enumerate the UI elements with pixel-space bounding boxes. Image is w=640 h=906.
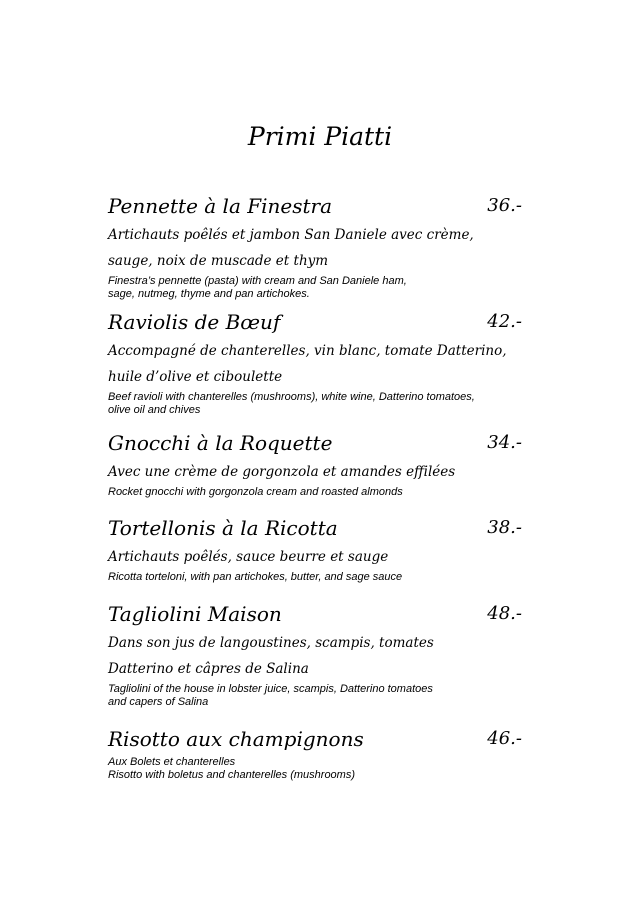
dish-description-fr: Avec une crème de gorgonzola et amandes effilées [108, 464, 456, 480]
dish-header [108, 430, 528, 458]
dish-price: 38.- [487, 517, 522, 538]
dish-name: Gnocchi à la Roquette [108, 431, 333, 455]
dish-name: Risotto aux champignons [108, 727, 364, 751]
menu-item-raviolis [108, 309, 528, 417]
menu-item-tagliolini [108, 601, 528, 709]
dish-name: Raviolis de Bœuf [108, 310, 281, 334]
dish-description-fr: huile d’olive et ciboulette [108, 369, 283, 385]
dish-description-en: Tagliolini of the house in lobster juice, scampis, Datterino tomatoes [108, 683, 433, 695]
page-title: Primi Piatti [247, 122, 393, 151]
menu-item-pennette [108, 193, 528, 301]
dish-description-fr: Accompagné de chanterelles, vin blanc, tomate Datterino, [108, 343, 507, 359]
dish-name: Tagliolini Maison [108, 602, 282, 626]
dish-description-en: Aux Bolets et chanterelles [108, 756, 236, 768]
dish-description-en: Risotto with boletus and chanterelles (mushrooms) [108, 769, 356, 781]
dish-description-fr: Artichauts poêlés, sauce beurre et sauge [108, 549, 389, 565]
dish-price: 48.- [487, 603, 522, 624]
dish-description-en: Rocket gnocchi with gorgonzola cream and roasted almonds [108, 486, 403, 498]
dish-price: 46.- [487, 728, 522, 749]
dish-header [108, 309, 528, 337]
dish-name: Tortellonis à la Ricotta [108, 516, 338, 540]
dish-header [108, 193, 528, 221]
dish-description-en: Finestra’s pennette (pasta) with cream and San Daniele ham, [108, 275, 407, 287]
dish-price: 36.- [487, 195, 522, 216]
dish-description-fr: sauge, noix de muscade et thym [108, 253, 329, 269]
dish-description-fr: Artichauts poêlés et jambon San Daniele avec crème, [108, 227, 474, 243]
dish-header [108, 601, 528, 629]
dish-header [108, 726, 528, 754]
dish-price: 42.- [487, 311, 522, 332]
dish-description-en: olive oil and chives [108, 404, 201, 416]
menu-item-risotto [108, 726, 528, 782]
dish-description-en: Beef ravioli with chanterelles (mushrooms), white wine, Datterino tomatoes, [108, 391, 475, 403]
dish-header [108, 515, 528, 543]
dish-description-en: Ricotta torteloni, with pan artichokes, butter, and sage sauce [108, 571, 403, 583]
menu-item-gnocchi [108, 430, 528, 499]
dish-description-fr: Datterino et câpres de Salina [108, 661, 309, 677]
menu-item-tortellonis [108, 515, 528, 584]
dish-price: 34.- [487, 432, 522, 453]
dish-description-en: and capers of Salina [108, 696, 209, 708]
dish-description-fr: Dans son jus de langoustines, scampis, tomates [108, 635, 434, 651]
dish-name: Pennette à la Finestra [108, 194, 332, 218]
dish-description-en: sage, nutmeg, thyme and pan artichokes. [108, 288, 310, 300]
